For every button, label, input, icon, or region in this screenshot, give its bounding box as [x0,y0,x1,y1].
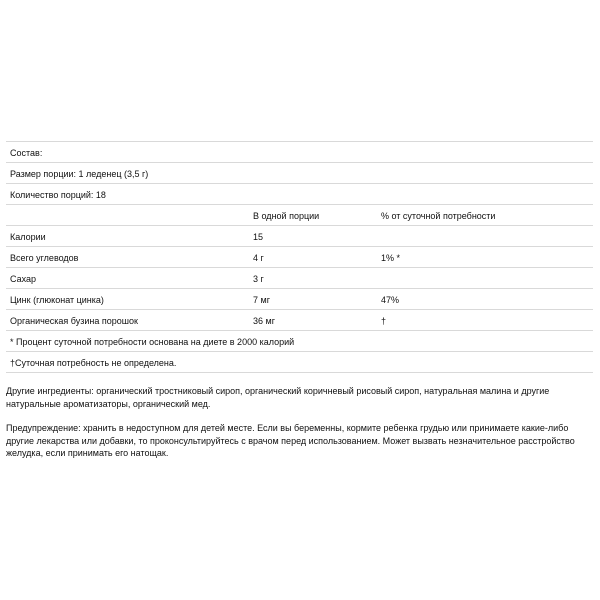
nutrient-daily-value: † [381,316,387,326]
servings-count: Количество порций: 18 [10,190,106,200]
nutrient-name: Калории [10,232,46,242]
nutrient-name: Цинк (глюконат цинка) [10,295,104,305]
serving-size: Размер порции: 1 леденец (3,5 г) [10,169,149,179]
table-row [6,310,593,331]
footnote-daily-value: * Процент суточной потребности основана на диете в 2000 калорий [10,337,295,347]
nutrient-daily-value: 47% [381,295,400,305]
nutrient-name: Всего углеводов [10,253,79,263]
supplement-facts-table [6,141,593,373]
composition-row [6,142,593,163]
nutrient-amount: 3 г [253,274,264,284]
table-row [6,268,593,289]
footnote-row [6,352,593,373]
warning-text: Предупреждение: хранить в недоступном для детей месте. Если вы беременны, кормите ребенка грудью или принимаете какие-либо другие лекарства или добавки, то проконсультируйтесь с врачом перед использованием. Может вызвать незначительное расстройство желудка, если принимать его натощак. [6,423,575,458]
nutrient-name: Сахар [10,274,37,284]
nutrient-amount: 36 мг [253,316,275,326]
nutrient-amount: 7 мг [253,295,270,305]
footnote-not-established: †Суточная потребность не определена. [10,358,177,368]
table-row [6,226,593,247]
serving-size-row [6,163,593,184]
nutrient-daily-value: 1% * [381,253,401,263]
per-serving-header: В одной порции [253,211,320,221]
nutrient-amount: 4 г [253,253,264,263]
table-row [6,247,593,268]
footnote-row [6,331,593,352]
other-ingredients: Другие ингредиенты: органический тростниковый сироп, органический коричневый рисовый сироп, натуральная малина и другие натуральные ароматизаторы, органический мед. [6,386,550,409]
product-notes [6,385,594,472]
nutrient-amount: 15 [253,232,264,242]
composition-label: Состав: [10,148,43,158]
servings-count-row [6,184,593,205]
nutrient-name: Органическая бузина порошок [10,316,138,326]
table-header-row [6,205,593,226]
daily-value-header: % от суточной потребности [381,211,496,221]
table-row [6,289,593,310]
